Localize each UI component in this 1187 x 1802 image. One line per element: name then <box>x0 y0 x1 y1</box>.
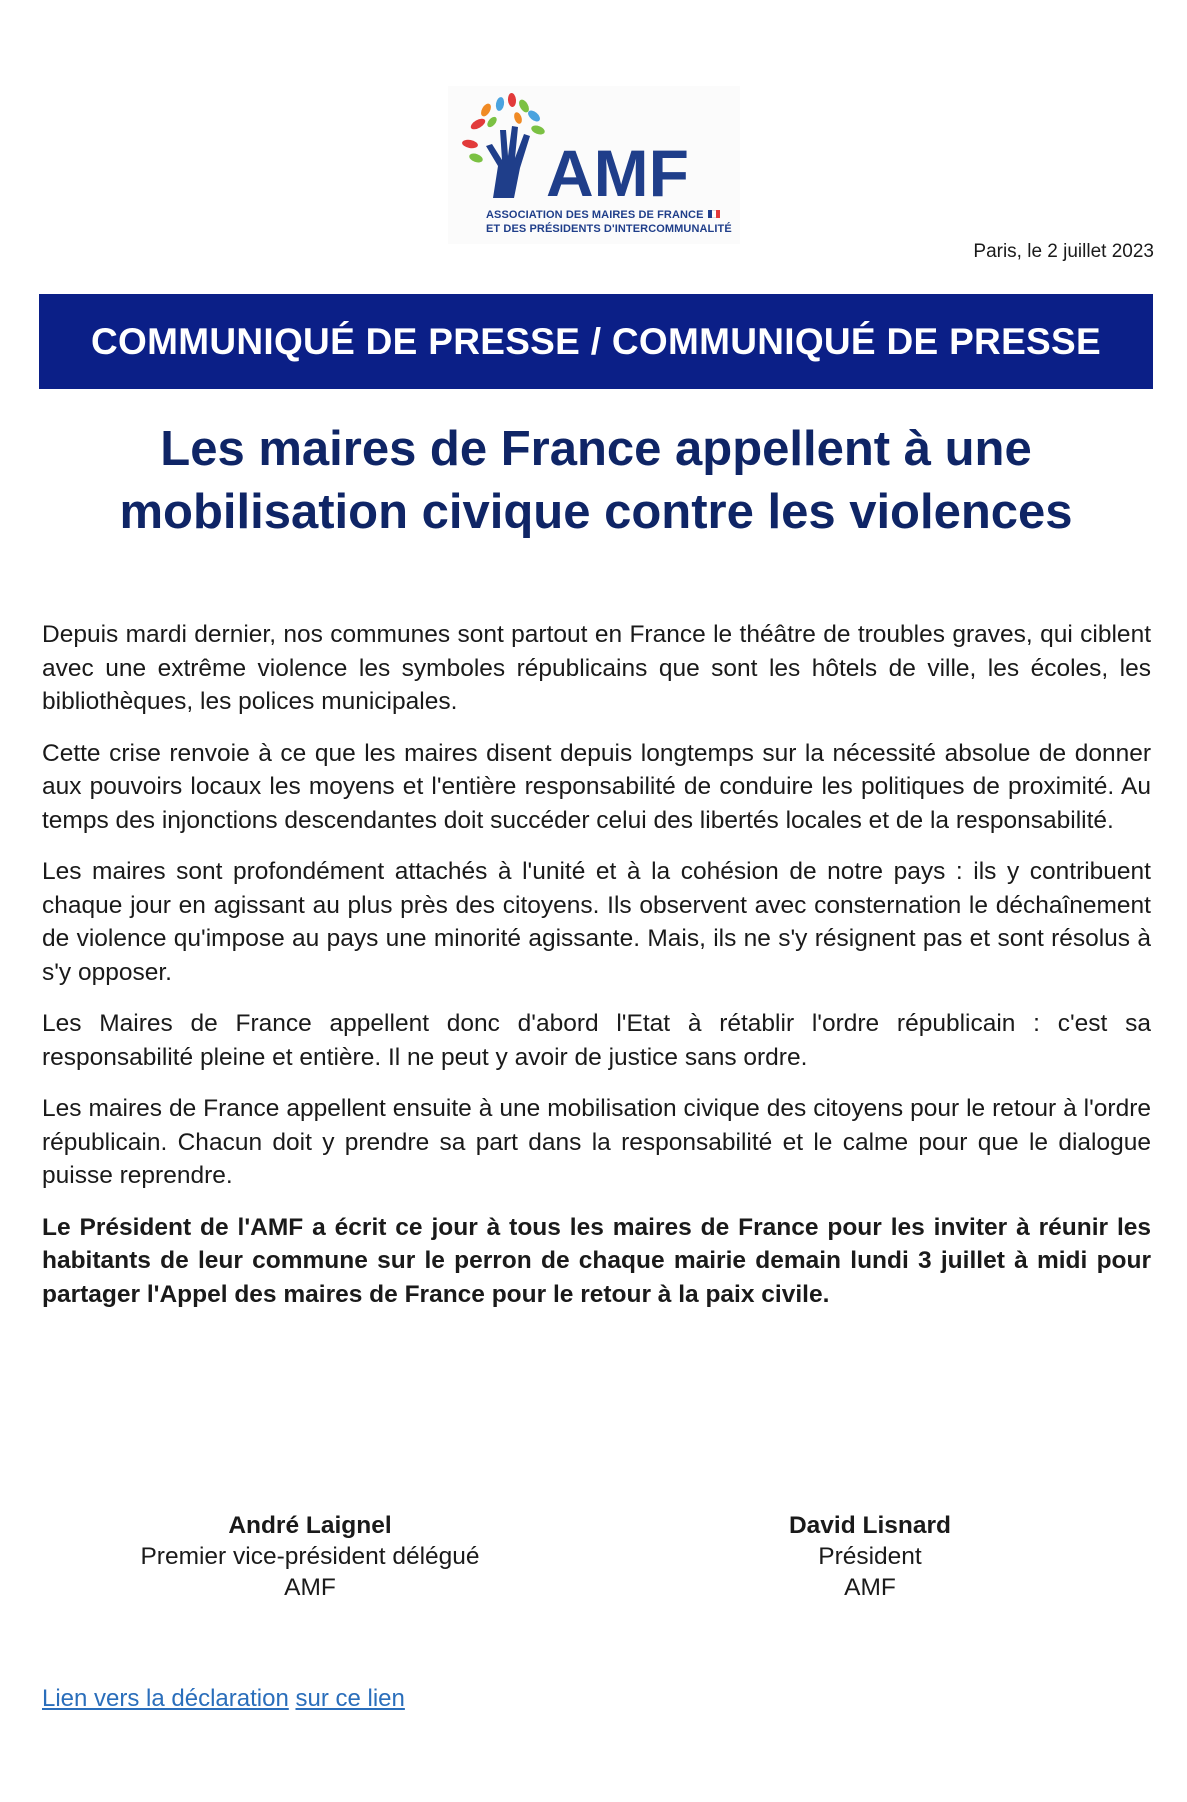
press-body <box>42 618 1151 1329</box>
press-date: Paris, le 2 juillet 2023 <box>973 241 1154 262</box>
amf-logo <box>448 86 740 244</box>
banner-title: COMMUNIQUÉ DE PRESSE / COMMUNIQUÉ DE PRESSE <box>91 320 1101 362</box>
svg-text:AMF: AMF <box>546 136 689 206</box>
declaration-link[interactable]: Lien vers la déclaration <box>42 1685 289 1712</box>
signature-lisnard: David Lisnard Président AMF <box>788 1512 951 1601</box>
paragraph: Depuis mardi dernier, nos communes sont partout en France le théâtre de troubles graves, qui ciblent avec une extrême violence les symboles républicains que sont les hôtels de ville, les écoles, les bibliothèques, les polices municipales. <box>42 621 1151 715</box>
bold-paragraph: Le Président de l'AMF a écrit ce jour à tous les maires de France pour les inviter à réunir les habitants de leur commune sur le perron de chaque mairie demain lundi 3 juillet à midi pour partager l'Appel des maires de France pour le retour à la paix civile. <box>42 1213 1151 1308</box>
paragraph: Les Maires de France appellent donc d'abord l'Etat à rétablir l'ordre républicain : c'est sa responsabilité pleine et entière. Il ne peut y avoir de justice sans ordre. <box>42 1010 1151 1071</box>
signature-laignel: André Laignel Premier vice-président délégué AMF <box>140 1512 480 1601</box>
declaration-link-alt[interactable]: sur ce lien <box>295 1685 405 1712</box>
declaration-links <box>42 1685 405 1713</box>
tree-hand-icon <box>448 86 740 206</box>
paragraph: Cette crise renvoie à ce que les maires disent depuis longtemps sur la nécessité absolue de donner aux pouvoirs locaux les moyens et l'entière responsabilité de conduire les politiques de proximité. Au temps des injonctions descendantes doit succéder celui des libertés locales et de la responsabilité. <box>42 739 1151 834</box>
paragraph: Les maires sont profondément attachés à l'unité et à la cohésion de notre pays : ils y contribuent chaque jour en agissant au plus près des citoyens. Ils observent avec consternation le déchaînement de violence qu'impose au pays une minorité agissante. Mais, ils ne s'y résignent pas et sont résolus à s'y opposer. <box>42 858 1151 986</box>
press-release-banner <box>39 294 1153 389</box>
french-flag-icon <box>708 208 720 222</box>
page-title: Les maires de France appellent à une mobilisation civique contre les violences <box>119 422 1073 539</box>
logo-caption: ASSOCIATION DES MAIRES DE FRANCE ET DES PRÉSIDENTS D'INTERCOMMUNALITÉ <box>486 209 732 236</box>
paragraph: Les maires de France appellent ensuite à une mobilisation civique des citoyens pour le retour à l'ordre républicain. Chacun doit y prendre sa part dans la responsabilité et le calme pour que le dialogue puisse reprendre. <box>42 1095 1151 1189</box>
